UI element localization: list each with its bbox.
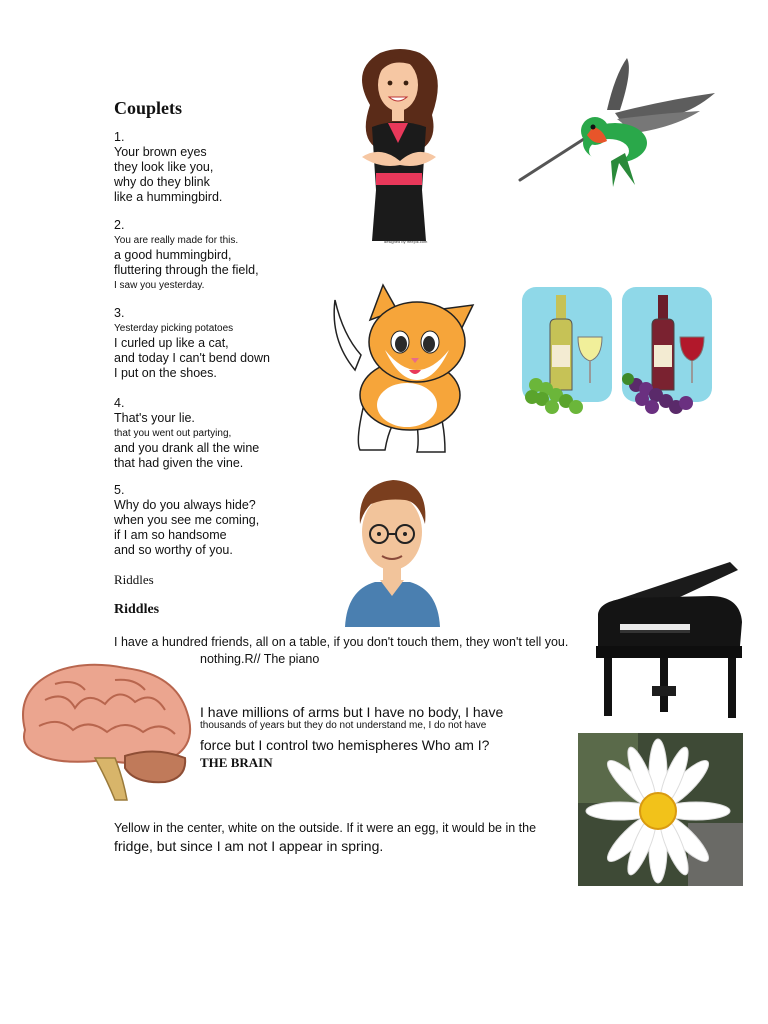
couplet-3 — [114, 306, 270, 381]
couplet-number: 4. — [114, 396, 125, 410]
red-wine-bottle-illustration — [620, 285, 715, 420]
couplet-number: 2. — [114, 218, 125, 232]
couplet-line: and so worthy of you. — [114, 543, 233, 557]
riddles-heading: Riddles — [114, 602, 160, 617]
couplet-line: Your brown eyes — [114, 145, 207, 159]
couplet-line: they look like you, — [114, 160, 214, 174]
couplet-number: 1. — [114, 130, 125, 144]
couplet-line: That's your lie. — [114, 411, 195, 425]
couplet-line: that you went out partying, — [114, 428, 232, 439]
couplet-line: I saw you yesterday. — [114, 280, 205, 291]
kitten-illustration — [325, 280, 480, 460]
riddle-3-line-2: fridge, but since I am not I appear in spring. — [114, 838, 384, 854]
riddle-2-line-3: force but I control two hemispheres Who am I? — [200, 737, 490, 753]
couplet-line: that had given the vine. — [114, 456, 244, 470]
couplet-number: 5. — [114, 483, 125, 497]
couplet-line: fluttering through the field, — [114, 263, 259, 277]
couplet-line: Yesterday picking potatoes — [114, 323, 234, 334]
page-title: Couplets — [114, 98, 183, 118]
couplet-line: when you see me coming, — [114, 513, 260, 527]
couplet-line: Why do you always hide? — [114, 498, 256, 512]
couplet-line: and you drank all the wine — [114, 441, 260, 455]
couplet-line: like a hummingbird. — [114, 190, 223, 204]
white-wine-bottle-illustration — [520, 285, 615, 420]
riddle-3-line-1: Yellow in the center, white on the outside. If it were an egg, it would be in the — [114, 821, 537, 835]
woman-illustration — [340, 45, 460, 245]
riddles-subheading: Riddles — [114, 572, 154, 587]
couplet-line: You are really made for this. — [114, 235, 239, 246]
woman-credit: designed by freepik.com — [384, 239, 428, 244]
riddle-2-line-2: thousands of years but they do not understand me, I do not have — [200, 720, 487, 731]
grand-piano-photo — [590, 562, 745, 720]
couplet-line: if I am so handsome — [114, 528, 227, 542]
man-with-glasses-illustration — [335, 472, 450, 627]
riddle-2-line-1: I have millions of arms but I have no body, I have — [200, 704, 504, 720]
couplet-5 — [114, 483, 259, 558]
brain-illustration — [15, 660, 200, 805]
couplet-number: 3. — [114, 306, 125, 320]
couplet-line: a good hummingbird, — [114, 248, 232, 262]
riddle-1-line-1: I have a hundred friends, all on a table, if you don't touch them, they won't tell you. — [114, 635, 569, 649]
couplet-line: and today I can't bend down — [114, 351, 270, 365]
hummingbird-illustration — [515, 55, 720, 195]
couplet-1 — [114, 130, 222, 205]
couplet-line: I put on the shoes. — [114, 366, 217, 380]
couplet-2 — [114, 218, 259, 293]
riddle-1-line-2: nothing.R// The piano — [200, 652, 320, 666]
riddle-2-answer: THE BRAIN — [200, 755, 273, 770]
couplet-line: I curled up like a cat, — [114, 336, 229, 350]
couplet-line: why do they blink — [114, 175, 210, 189]
daisy-flower-photo — [578, 733, 743, 886]
couplet-4 — [114, 396, 259, 471]
